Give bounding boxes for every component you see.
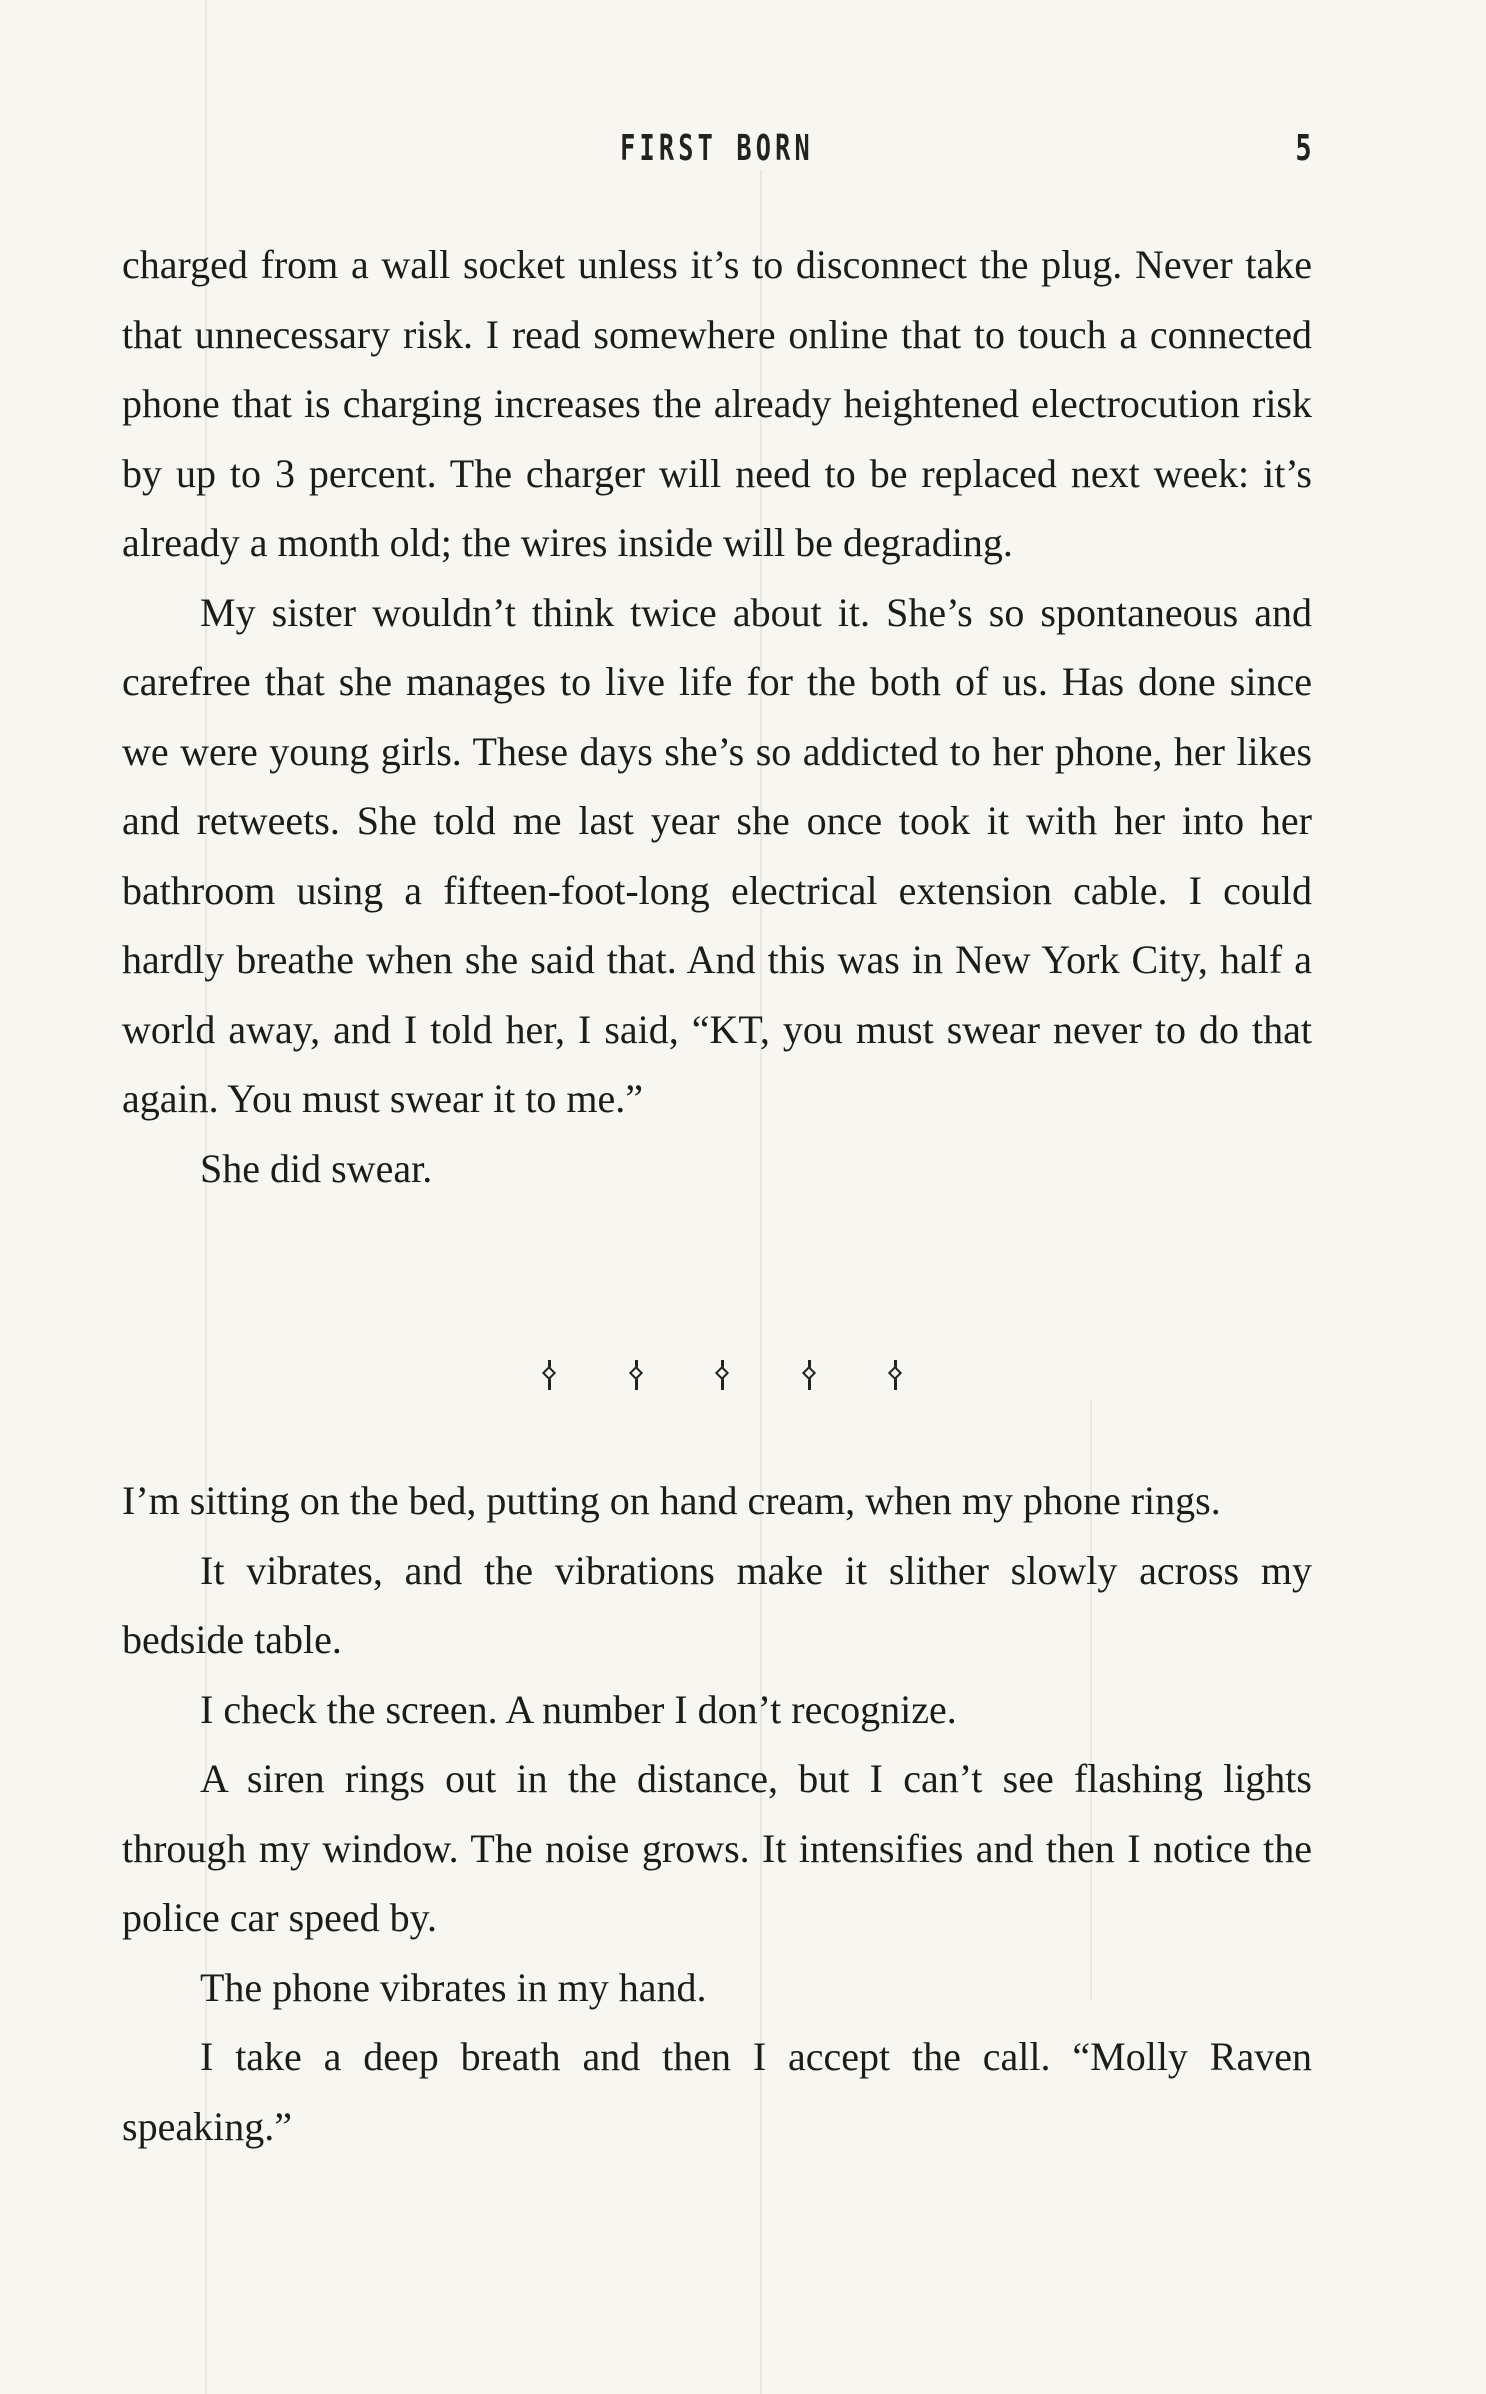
running-title: FIRST BORN bbox=[620, 128, 814, 169]
running-head bbox=[122, 128, 1312, 178]
scene-break bbox=[542, 1360, 902, 1390]
diamond-stem-ornament-icon bbox=[542, 1360, 556, 1390]
paragraph: The phone vibrates in my hand. bbox=[200, 1964, 707, 2010]
paragraph: My sister wouldn’t think twice about it. She’s so spontaneous and carefree that she manages to live life for the both of us. Has done since we were young girls. These days she’s so addicted to her phone, her likes and retweets. She told me last year she once took it with her into her bathroom using a fifteen-foot-long electrical extension cable. I could hardly breathe when she said that. And this was in New York City, half a world away, and I told her, I said, “KT, you must swear never to do that again. You must swear it to me.” bbox=[122, 589, 1312, 1121]
text-block-after-break bbox=[122, 1466, 1312, 2161]
paragraph: She did swear. bbox=[200, 1145, 433, 1191]
paragraph: I check the screen. A number I don’t recognize. bbox=[200, 1686, 957, 1732]
paragraph: I’m sitting on the bed, putting on hand cream, when my phone rings. bbox=[122, 1478, 1221, 1523]
text-block-before-break bbox=[122, 230, 1312, 1203]
diamond-stem-ornament-icon bbox=[802, 1360, 816, 1390]
diamond-stem-ornament-icon bbox=[629, 1360, 643, 1390]
paragraph: I take a deep breath and then I accept the call. “Molly Raven speaking.” bbox=[122, 2034, 1312, 2149]
paragraph: A siren rings out in the distance, but I can’t see flashing lights through my window. The noise grows. It intensifies and then I notice the police car speed by. bbox=[122, 1756, 1312, 1940]
diamond-stem-ornament-icon bbox=[888, 1360, 902, 1390]
paragraph: charged from a wall socket unless it’s to disconnect the plug. Never take that unnecessary risk. I read somewhere online that to touch a connected phone that is charging increases the already heightened electrocution risk by up to 3 percent. The charger will need to be replaced next week: it’s already a month old; the wires inside will be degrading. bbox=[122, 242, 1312, 565]
paragraph: It vibrates, and the vibrations make it slither slowly across my bedside table. bbox=[122, 1547, 1312, 1662]
diamond-stem-ornament-icon bbox=[715, 1360, 729, 1390]
page-number: 5 bbox=[1295, 128, 1312, 169]
